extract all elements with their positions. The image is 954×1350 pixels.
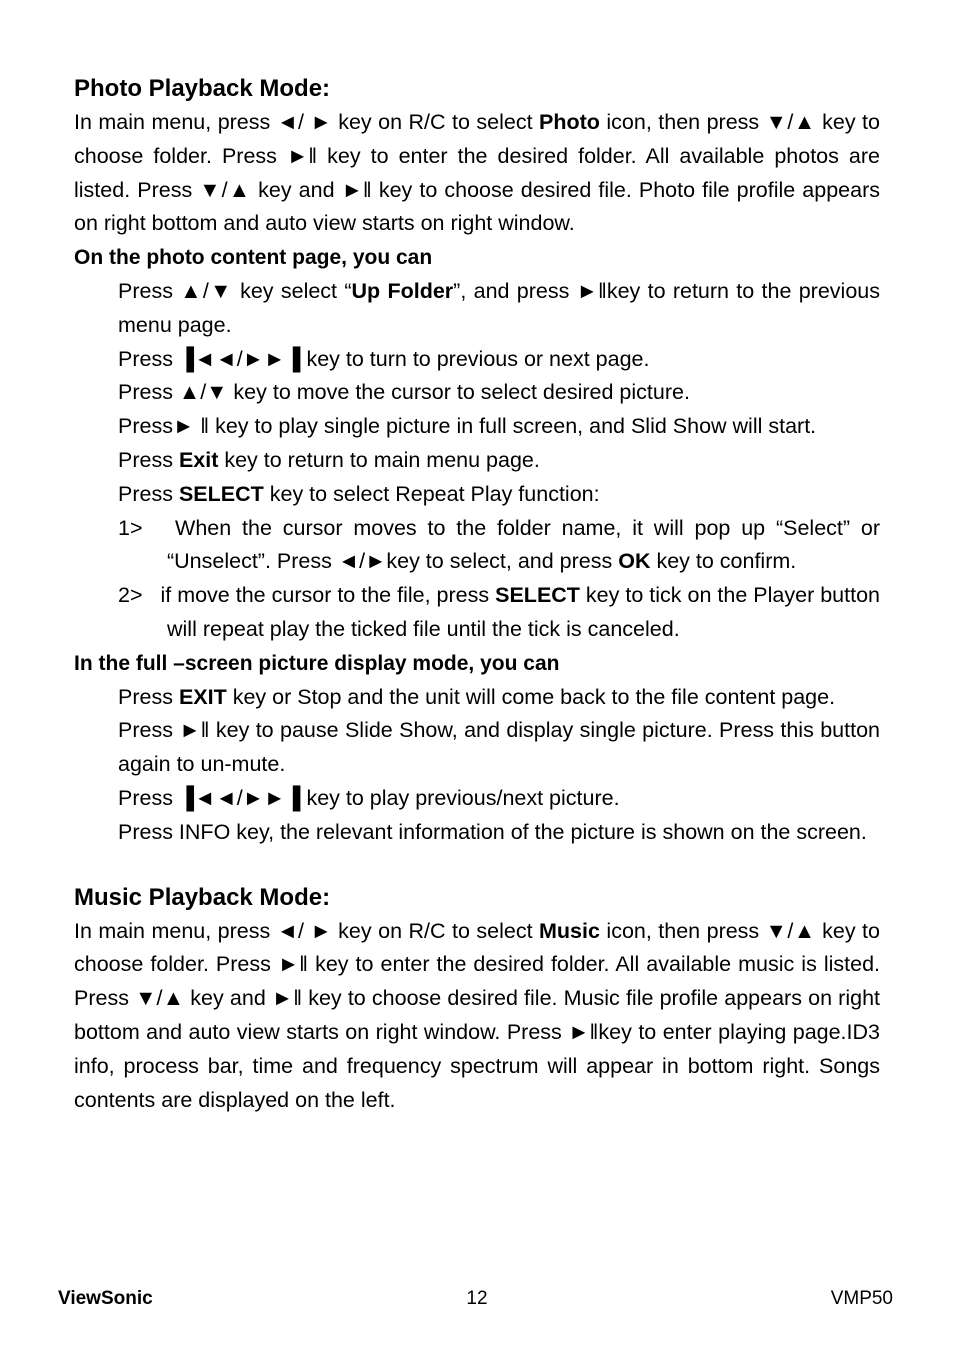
full-line: Press ►‖ key to pause Slide Show, and display single picture. Press this button again to un-mute.	[118, 718, 880, 777]
music-heading: Music Playback Mode:	[74, 883, 331, 911]
photo-content-list	[74, 275, 880, 647]
photo-full-heading: In the full –screen picture display mode, you can	[74, 651, 560, 675]
footer-brand: ViewSonic	[58, 1288, 153, 1309]
bold-term: Exit	[178, 447, 219, 472]
numbered-item: 2> if move the cursor to the file, press SELECT key to tick on the Player button will repeat play the ticked file until the tick is canceled.	[118, 583, 880, 641]
bold-term: EXIT	[178, 684, 227, 709]
content-line: Press ▲/▼ key to move the cursor to select desired picture.	[118, 380, 690, 405]
content-line: Press► ‖ key to play single picture in full screen, and Slid Show will start.	[118, 414, 817, 439]
content-line: Press ▐◄◄/►►▐ key to turn to previous or next page.	[118, 346, 650, 371]
content-line: Press SELECT key to select Repeat Play function:	[118, 481, 600, 506]
footer-model: VMP50	[830, 1288, 893, 1309]
section-spacer	[74, 850, 880, 881]
photo-intro: In main menu, press ◄/ ► key on R/C to select Photo icon, then press ▼/▲ key to choose folder. Press ►‖ key to enter the desired folder. All available photos are listed. Press ▼/▲ key and ►‖ key to choose desired file. Photo file profile appears on right bottom and auto view starts on right window.	[74, 110, 880, 236]
photo-full-list	[74, 681, 880, 850]
bold-term: OK	[618, 549, 651, 574]
bold-term: Up Folder	[351, 278, 454, 303]
content-line: Press ▲/▼ key select “Up Folder”, and press ►‖key to return to the previous menu page.	[118, 278, 880, 337]
bold-term: SELECT	[178, 481, 264, 506]
numbered-item: 1> When the cursor moves to the folder name, it will pop up “Select” or “Unselect”. Press ◄/►key to select, and press OK key to confirm.	[118, 515, 880, 574]
document-body	[74, 72, 880, 1117]
full-line: Press INFO key, the relevant information of the picture is shown on the screen.	[118, 819, 867, 844]
bold-term: SELECT	[495, 583, 580, 608]
music-intro: In main menu, press ◄/ ► key on R/C to select Music icon, then press ▼/▲ key to choose folder. Press ►‖ key to enter the desired folder. All available music is listed. Press ▼/▲ key and ►‖ key to choose desired file. Music file profile appears on right bottom and auto view starts on right window. Press ►‖key to enter playing page.ID3 info, process bar, time and frequency spectrum will appear in bottom right. Songs contents are displayed on the left.	[74, 918, 880, 1112]
full-line: Press ▐◄◄/►►▐ key to play previous/next picture.	[118, 785, 620, 810]
photo-heading: Photo Playback Mode:	[74, 75, 331, 102]
photo-content-heading: On the photo content page, you can	[74, 246, 433, 270]
bold-term: Music	[539, 918, 600, 943]
content-line: Press Exit key to return to main menu page.	[118, 447, 540, 472]
bold-term: Photo	[539, 110, 600, 134]
footer-page-number: 12	[466, 1288, 488, 1309]
full-line: Press EXIT key or Stop and the unit will come back to the file content page.	[118, 684, 836, 709]
